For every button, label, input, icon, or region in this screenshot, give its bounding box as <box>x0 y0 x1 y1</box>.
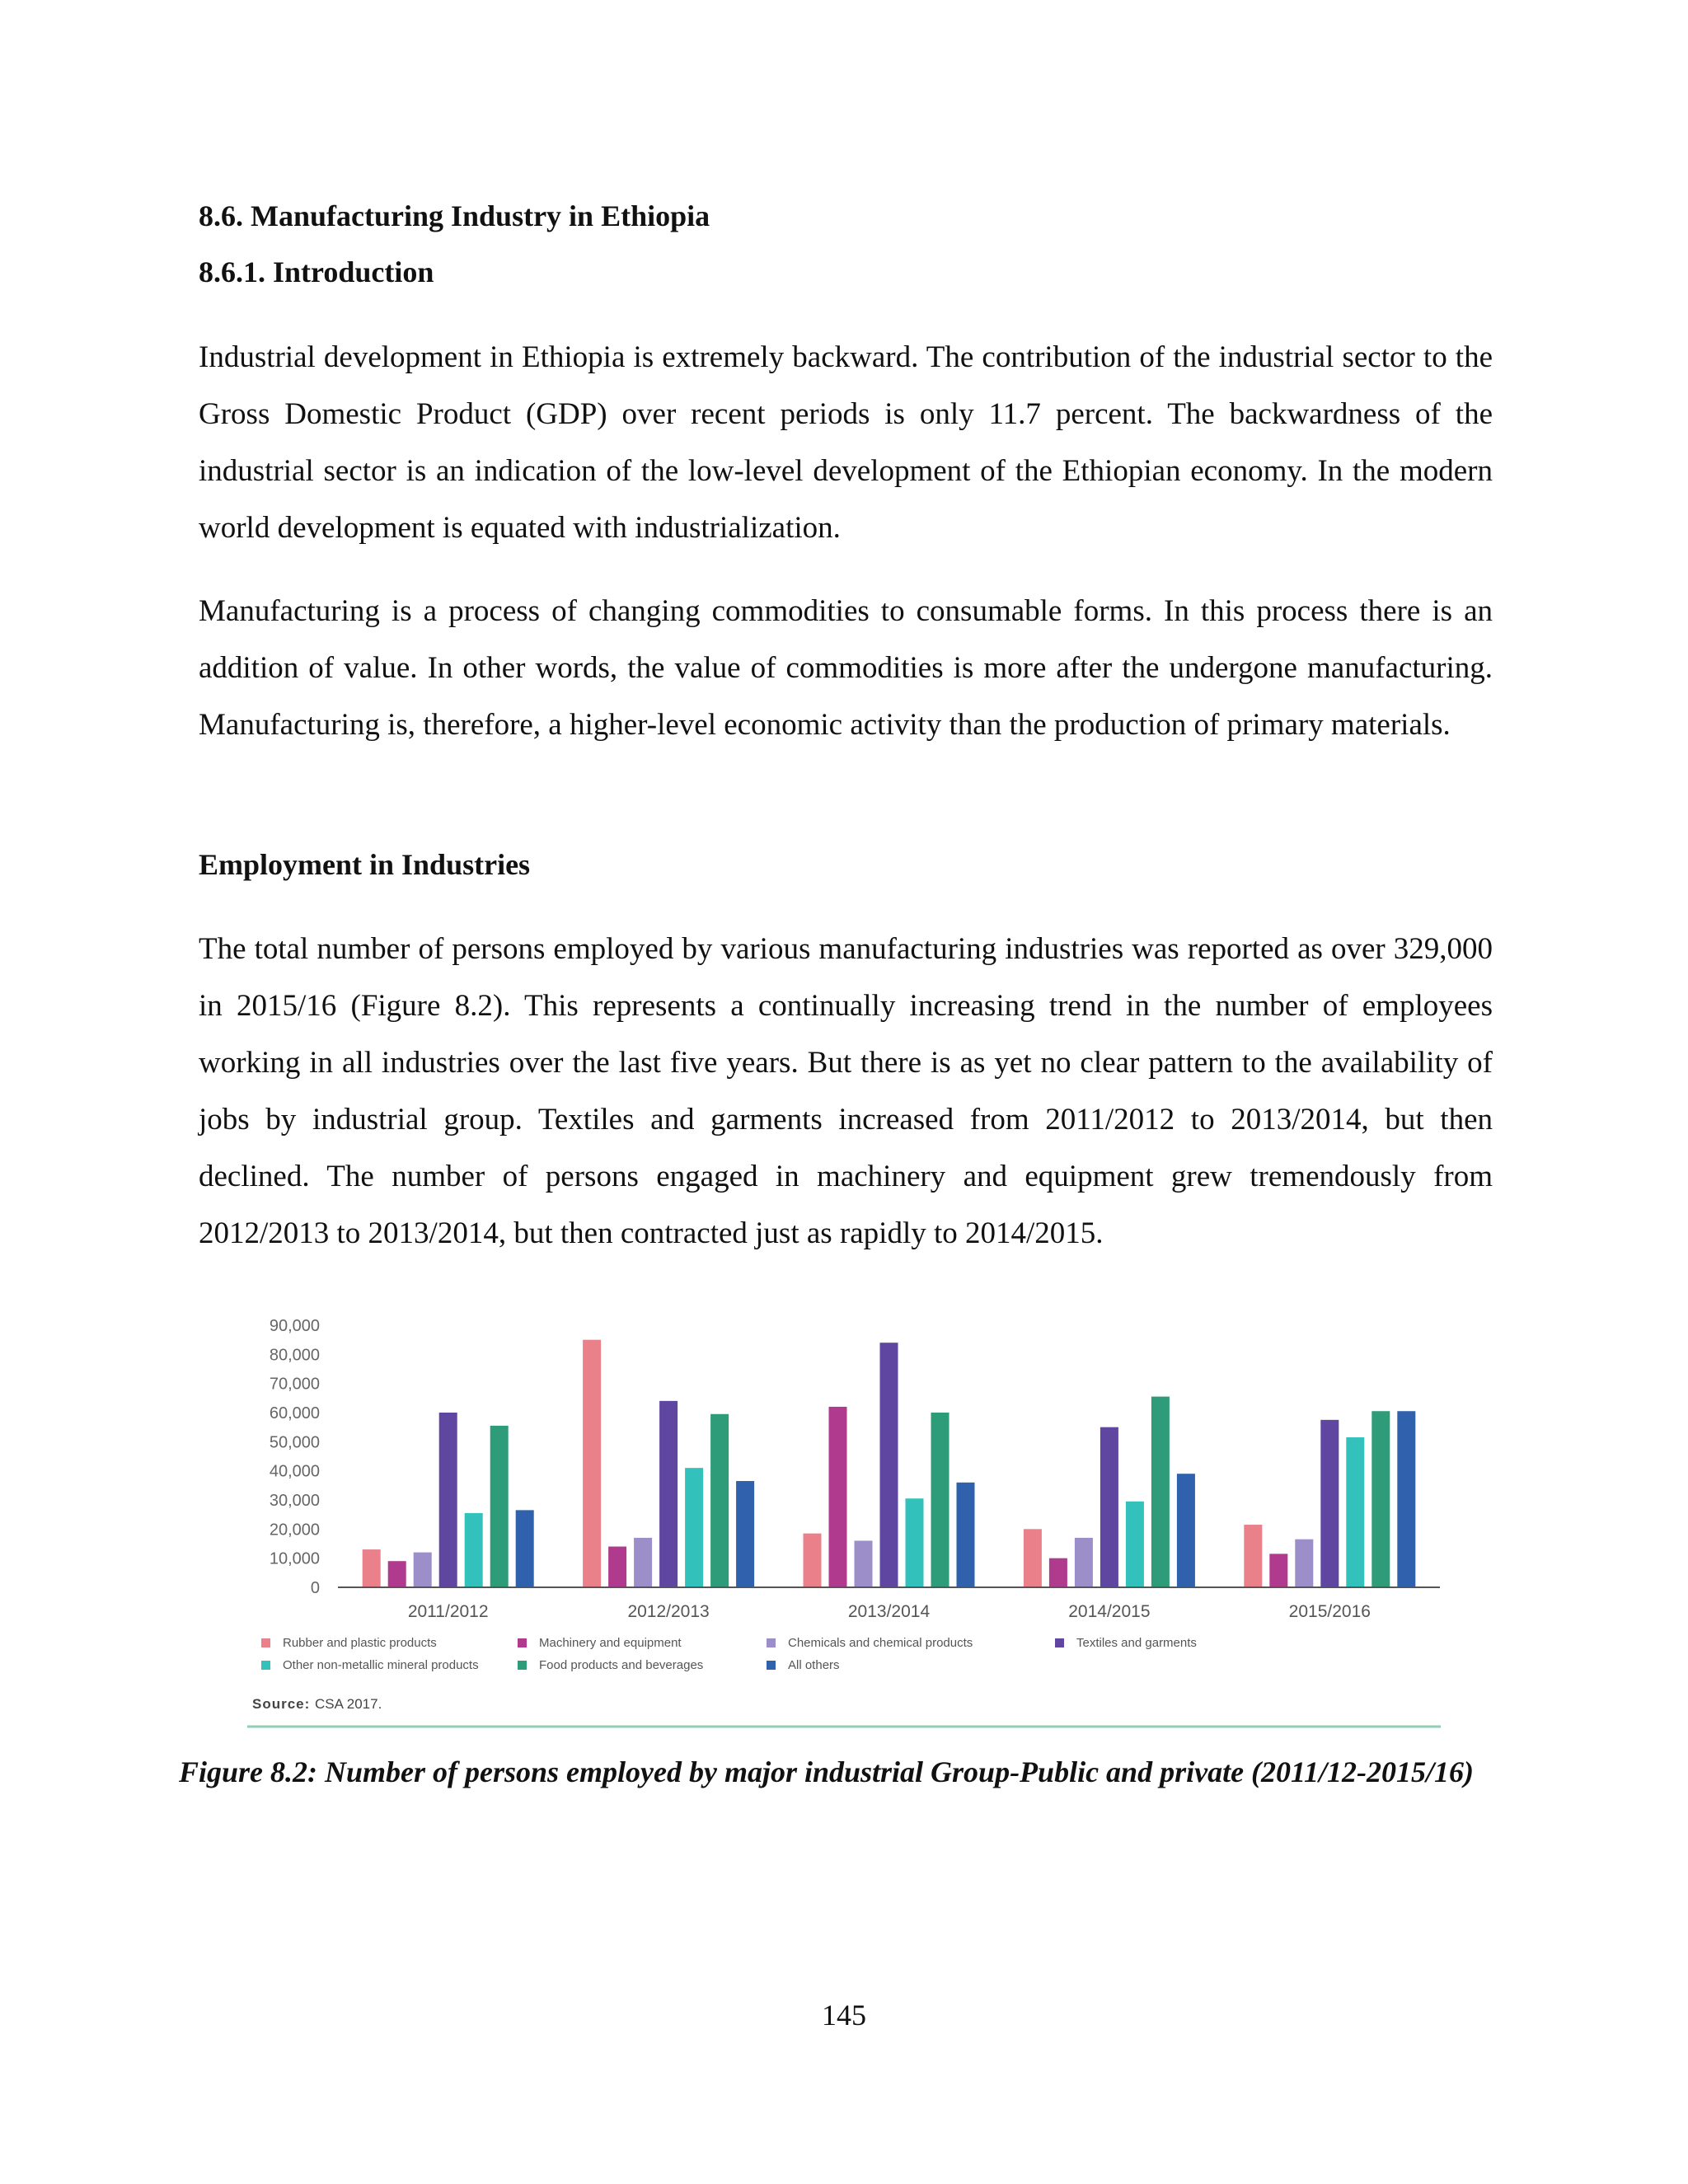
y-tick-label: 40,000 <box>269 1462 320 1481</box>
bar <box>1075 1538 1093 1587</box>
bar <box>1151 1397 1170 1587</box>
bar <box>363 1549 381 1587</box>
bar <box>829 1407 847 1587</box>
bar <box>388 1561 406 1587</box>
x-tick-label: 2014/2015 <box>1068 1602 1151 1621</box>
y-tick-label: 30,000 <box>269 1492 320 1510</box>
section-heading: 8.6. Manufacturing Industry in Ethiopia <box>199 199 710 232</box>
legend-swatch <box>518 1661 527 1670</box>
y-tick-label: 10,000 <box>269 1549 320 1568</box>
legend-label: Rubber and plastic products <box>283 1636 437 1650</box>
page-number: 145 <box>822 1999 866 2032</box>
legend-swatch <box>767 1661 776 1670</box>
bar <box>1244 1525 1262 1587</box>
bar <box>1126 1502 1144 1587</box>
intro-paragraph: Industrial development in Ethiopia is extremely backward. The contribution of the industrial sector to the Gross Domestic Product (GDP) over recent periods is only 11.7 percent. The backwardness of the industrial sector is an indication of the low-level development of the Ethiopian economy. In the modern world development is equated with industrialization. <box>199 340 1493 545</box>
bar <box>1320 1420 1339 1587</box>
bar <box>516 1510 534 1587</box>
chart-source-text: CSA 2017. <box>315 1696 382 1712</box>
bar <box>804 1534 822 1587</box>
legend-swatch <box>261 1661 270 1670</box>
bar <box>659 1401 678 1587</box>
bar <box>490 1426 509 1587</box>
bar <box>1397 1411 1415 1587</box>
x-tick-label: 2012/2013 <box>627 1602 710 1621</box>
y-tick-label: 0 <box>310 1579 320 1597</box>
x-tick-label: 2015/2016 <box>1288 1602 1371 1621</box>
bar <box>880 1343 898 1587</box>
manufacturing-paragraph: Manufacturing is a process of changing commodities to consumable forms. In this process there is an addition of value. In other words, the value of commodities is more after the undergone manufacturing. Manufacturing is, therefore, a higher-level economic activity than the production of primary materials. <box>199 594 1493 742</box>
bar <box>1372 1411 1390 1587</box>
bar <box>583 1340 601 1587</box>
x-tick-label: 2011/2012 <box>407 1602 489 1621</box>
y-tick-label: 50,000 <box>269 1433 320 1452</box>
bar <box>906 1498 924 1587</box>
bar <box>1024 1529 1042 1587</box>
bar <box>1346 1437 1364 1587</box>
bar <box>439 1413 457 1587</box>
bar <box>931 1413 950 1587</box>
bar <box>957 1483 975 1587</box>
bar <box>710 1414 729 1587</box>
chart-source-label: Source: <box>252 1696 316 1712</box>
legend-swatch <box>261 1638 270 1647</box>
bar <box>855 1540 873 1587</box>
y-tick-label: 20,000 <box>269 1521 320 1540</box>
figure-caption: Figure 8.2: Number of persons employed by major industrial Group-Public and private (2011/12-2015/16) <box>179 1755 1475 1788</box>
y-tick-label: 80,000 <box>269 1346 320 1365</box>
bar <box>1177 1474 1195 1587</box>
employment-bar-chart <box>239 1306 1459 1743</box>
legend-swatch <box>1055 1638 1064 1647</box>
bar <box>685 1468 703 1587</box>
chart-source <box>252 1696 382 1712</box>
legend-label: All others <box>788 1658 840 1672</box>
legend-label: Other non-metallic mineral products <box>283 1658 479 1672</box>
legend-label: Machinery and equipment <box>539 1636 682 1650</box>
bar <box>736 1481 754 1587</box>
legend-label: Chemicals and chemical products <box>788 1636 973 1650</box>
legend-swatch <box>767 1638 776 1647</box>
y-tick-label: 60,000 <box>269 1404 320 1422</box>
legend-label: Textiles and garments <box>1076 1636 1197 1650</box>
legend-swatch <box>518 1638 527 1647</box>
bar <box>1295 1540 1313 1587</box>
bar <box>414 1553 432 1587</box>
bar <box>634 1538 652 1587</box>
y-tick-label: 90,000 <box>269 1317 320 1335</box>
y-tick-label: 70,000 <box>269 1375 320 1394</box>
bar <box>1100 1427 1118 1587</box>
employment-paragraph: The total number of persons employed by various manufacturing industries was reported as over 329,000 in 2015/16 (Figure 8.2). This represents a continually increasing trend in the number of employees working in all industries over the last five years. But there is as yet no clear pattern to the availability of jobs by industrial group. Textiles and garments increased from 2011/2012 to 2013/2014, but then declined. The number of persons engaged in machinery and equipment grew tremendously from 2012/2013 to 2013/2014, but then contracted just as rapidly to 2014/2015. <box>199 932 1493 1250</box>
bar <box>465 1513 483 1587</box>
subsection-heading: 8.6.1. Introduction <box>199 255 434 288</box>
bar <box>1049 1558 1067 1587</box>
bar <box>1269 1554 1287 1587</box>
legend-label: Food products and beverages <box>539 1658 704 1672</box>
bar <box>608 1547 626 1587</box>
employment-heading: Employment in Industries <box>199 848 531 881</box>
x-tick-label: 2013/2014 <box>847 1602 931 1621</box>
